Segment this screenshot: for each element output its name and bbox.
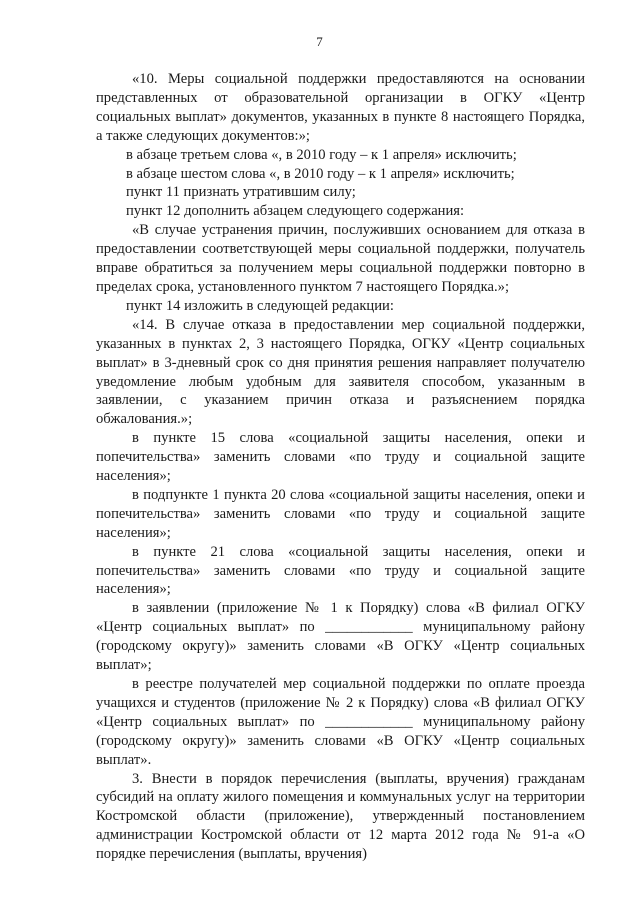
paragraph-punkt-12-text: «В случае устранения причин, послуживших основанием для отказа в предоставлении соответствующей меры социальной поддержки, получатель вправе обратиться за получением меры социальной поддержки повторно в пределах срока, установленного пунктом 7 настоящего Порядка.»; <box>96 222 585 295</box>
page-number: 7 <box>316 34 323 49</box>
paragraph-punkt-21: в пункте 21 слова «социальной защиты населения, опеки и попечительства» заменить словами «по труду и социальной защите населения»; <box>96 543 585 598</box>
paragraph-punkt-14: пункт 14 изложить в следующей редакции: <box>126 297 394 314</box>
document-body <box>96 70 585 864</box>
paragraph-item-3: 3. Внести в порядок перечисления (выплаты, вручения) гражданам субсидий на оплату жилого помещения и коммунальных услуг на территории Костромской области (приложение), утвержденный постановлением администрации Костромской области от 12 марта 2012 года № 91-а «О порядке перечисления (выплаты, вручения) <box>96 770 585 863</box>
paragraph-punkt-20: в подпункте 1 пункта 20 слова «социальной защиты населения, опеки и попечительства» заменить словами «по труду и социальной защите населения»; <box>96 486 585 541</box>
paragraph-10-intro: «10. Меры социальной поддержки предоставляются на основании представленных от образовательной организации в ОГКУ «Центр социальных выплат» документов, указанных в пункте 8 настоящего Порядка, а также следующих документов:»; <box>96 71 585 144</box>
paragraph-appendix-2: в реестре получателей мер социальной поддержки по оплате проезда учащихся и студентов (приложение № 2 к Порядку) слова «В филиал ОГКУ «Центр социальных выплат» по ____________ муниципальному району (городскому округу)» заменить словами «В ОГКУ «Центр социальных выплат». <box>96 676 585 768</box>
paragraph-punkt-15: в пункте 15 слова «социальной защиты населения, опеки и попечительства» заменить словами «по труду и социальной защите населения»; <box>96 430 585 485</box>
paragraph-abzac-6: в абзаце шестом слова «, в 2010 году – к 1 апреля» исключить; <box>126 165 515 182</box>
paragraph-punkt-11: пункт 11 признать утратившим силу; <box>126 184 356 201</box>
paragraph-punkt-14-text: «14. В случае отказа в предоставлении мер социальной поддержки, указанных в пунктах 2, 3 настоящего Порядка, ОГКУ «Центр социальных выплат» в 3-дневный срок со дня принятия решения направляет получателю уведомление любым удобным для заявителя способом, указанным в заявлении, с указанием причин отказа и разъяснением порядка обжалования.»; <box>96 316 585 428</box>
paragraph-appendix-1: в заявлении (приложение № 1 к Порядку) слова «В филиал ОГКУ «Центр социальных выплат» по ____________ муниципальному району (городскому округу)» заменить словами «В ОГКУ «Центр социальных выплат»; <box>96 600 585 674</box>
paragraph-abzac-3: в абзаце третьем слова «, в 2010 году – к 1 апреля» исключить; <box>126 146 517 163</box>
paragraph-punkt-12: пункт 12 дополнить абзацем следующего содержания: <box>126 203 465 220</box>
